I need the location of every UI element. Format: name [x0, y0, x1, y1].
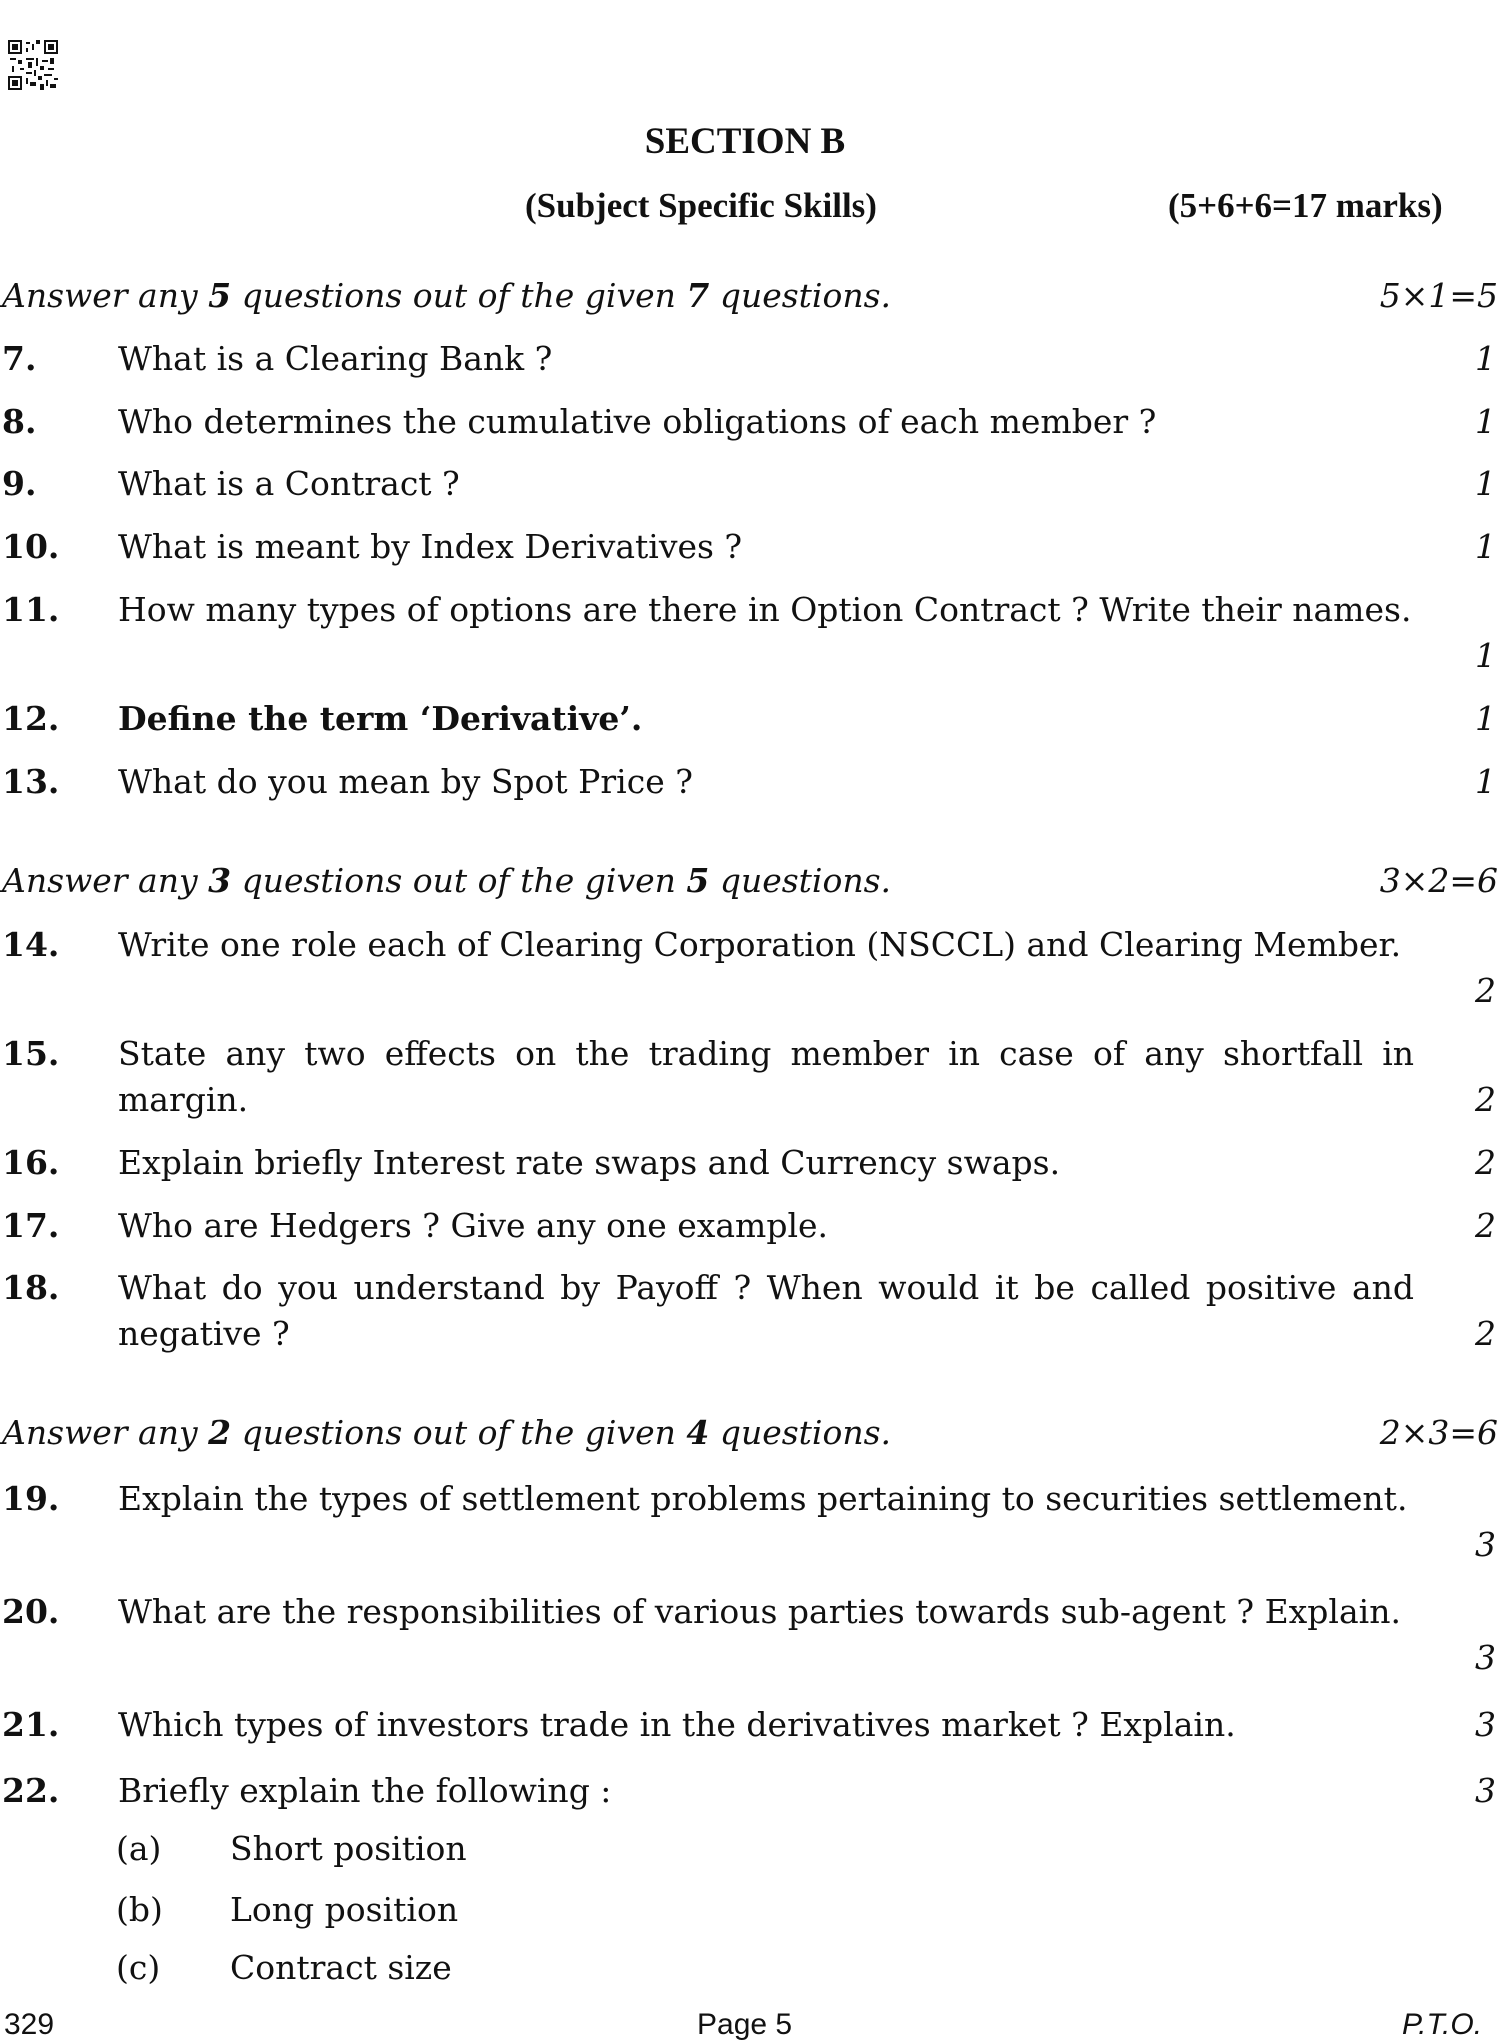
- question-text: What do you mean by Spot Price ?: [118, 762, 693, 801]
- subpart-text: Long position: [230, 1890, 459, 1929]
- question-text: What is a Contract ?: [118, 464, 460, 503]
- instruction-text: questions.: [709, 1413, 892, 1452]
- group-instruction: [2, 861, 1498, 900]
- question-text: What is meant by Index Derivatives ?: [118, 527, 743, 566]
- instruction-total: 7: [686, 276, 710, 315]
- group-marks: 2×3=6: [1379, 1413, 1498, 1452]
- instruction-text: questions out of the given: [231, 861, 687, 900]
- question-number: 17.: [2, 1206, 60, 1245]
- question-number: 22.: [2, 1771, 60, 1810]
- instruction-count: 5: [208, 276, 232, 315]
- instruction-text: questions.: [709, 276, 892, 315]
- group-instruction: [2, 1413, 1498, 1452]
- instruction-total: 4: [686, 1413, 710, 1452]
- question-text: Who are Hedgers ? Give any one example.: [118, 1206, 829, 1245]
- question-text: State any two effects on the trading member in case of any shortfall in margin.: [118, 1034, 1414, 1119]
- subpart-label: (b): [116, 1890, 163, 1929]
- instruction-text: Answer any: [2, 1413, 209, 1452]
- question-text: Explain the types of settlement problems pertaining to securities settlement.: [118, 1479, 1408, 1518]
- question-number: 20.: [2, 1592, 60, 1631]
- question-number: 7.: [2, 339, 37, 378]
- question-number: 12.: [2, 699, 60, 738]
- page-number: Page 5: [697, 2008, 793, 2041]
- question-mark: 2: [1475, 971, 1496, 1010]
- group-instruction: [2, 276, 1498, 315]
- subpart-label: (a): [116, 1829, 162, 1868]
- question-number: 14.: [2, 925, 60, 964]
- question-number: 10.: [2, 527, 60, 566]
- question-number: 19.: [2, 1479, 60, 1518]
- section-title: SECTION B: [644, 121, 846, 162]
- question-mark: 1: [1475, 402, 1496, 441]
- question-text: Briefly explain the following :: [118, 1771, 612, 1810]
- question-mark: 1: [1475, 464, 1496, 503]
- question-number: 15.: [2, 1034, 60, 1073]
- question-text: What is a Clearing Bank ?: [118, 339, 553, 378]
- question-number: 8.: [2, 402, 37, 441]
- question-text: Which types of investors trade in the derivatives market ? Explain.: [118, 1705, 1236, 1744]
- instruction-text: questions out of the given: [231, 1413, 687, 1452]
- section-marks: (5+6+6=17 marks): [1168, 186, 1443, 225]
- subpart-text: Short position: [230, 1829, 467, 1868]
- question-mark: 1: [1475, 699, 1496, 738]
- question-mark: 1: [1475, 762, 1496, 801]
- question-mark: 2: [1475, 1080, 1496, 1119]
- qr-code-icon: [8, 40, 58, 90]
- instruction-text: questions out of the given: [231, 276, 687, 315]
- question-mark: 1: [1475, 527, 1496, 566]
- group-marks: 5×1=5: [1379, 276, 1498, 315]
- question-number: 9.: [2, 464, 37, 503]
- pto-label: P.T.O.: [1402, 2008, 1483, 2041]
- question-number: 18.: [2, 1268, 60, 1307]
- question-mark: 2: [1475, 1143, 1496, 1182]
- instruction-count: 3: [208, 861, 232, 900]
- question-mark: 1: [1475, 339, 1496, 378]
- instruction-text: Answer any: [2, 276, 209, 315]
- group-marks: 3×2=6: [1379, 861, 1498, 900]
- question-text: How many types of options are there in Option Contract ? Write their names.: [118, 590, 1412, 629]
- instruction-total: 5: [686, 861, 710, 900]
- question-number: 21.: [2, 1705, 60, 1744]
- question-text: What are the responsibilities of various parties towards sub-agent ? Explain.: [118, 1592, 1401, 1631]
- instruction-text: Answer any: [2, 861, 209, 900]
- question-mark: 3: [1475, 1771, 1496, 1810]
- question-mark: 2: [1475, 1314, 1496, 1353]
- question-mark: 1: [1475, 636, 1496, 675]
- question-text: Write one role each of Clearing Corporation (NSCCL) and Clearing Member.: [118, 925, 1402, 964]
- question-number: 16.: [2, 1143, 60, 1182]
- question-number: 11.: [2, 590, 60, 629]
- question-mark: 3: [1475, 1638, 1496, 1677]
- question-text: What do you understand by Payoff ? When would it be called positive and negative ?: [118, 1268, 1414, 1353]
- question-mark: 3: [1475, 1525, 1496, 1564]
- subpart-text: Contract size: [230, 1948, 452, 1987]
- question-text: Explain briefly Interest rate swaps and Currency swaps.: [118, 1143, 1061, 1182]
- question-mark: 2: [1475, 1206, 1496, 1245]
- question-mark: 3: [1475, 1705, 1496, 1744]
- instruction-count: 2: [208, 1413, 232, 1452]
- paper-code: 329: [4, 2008, 55, 2041]
- section-subtitle: (Subject Specific Skills): [525, 186, 877, 225]
- question-number: 13.: [2, 762, 60, 801]
- subpart-label: (c): [116, 1948, 161, 1987]
- question-text: Define the term ‘Derivative’.: [118, 699, 643, 738]
- instruction-text: questions.: [709, 861, 892, 900]
- question-text: Who determines the cumulative obligations of each member ?: [118, 402, 1157, 441]
